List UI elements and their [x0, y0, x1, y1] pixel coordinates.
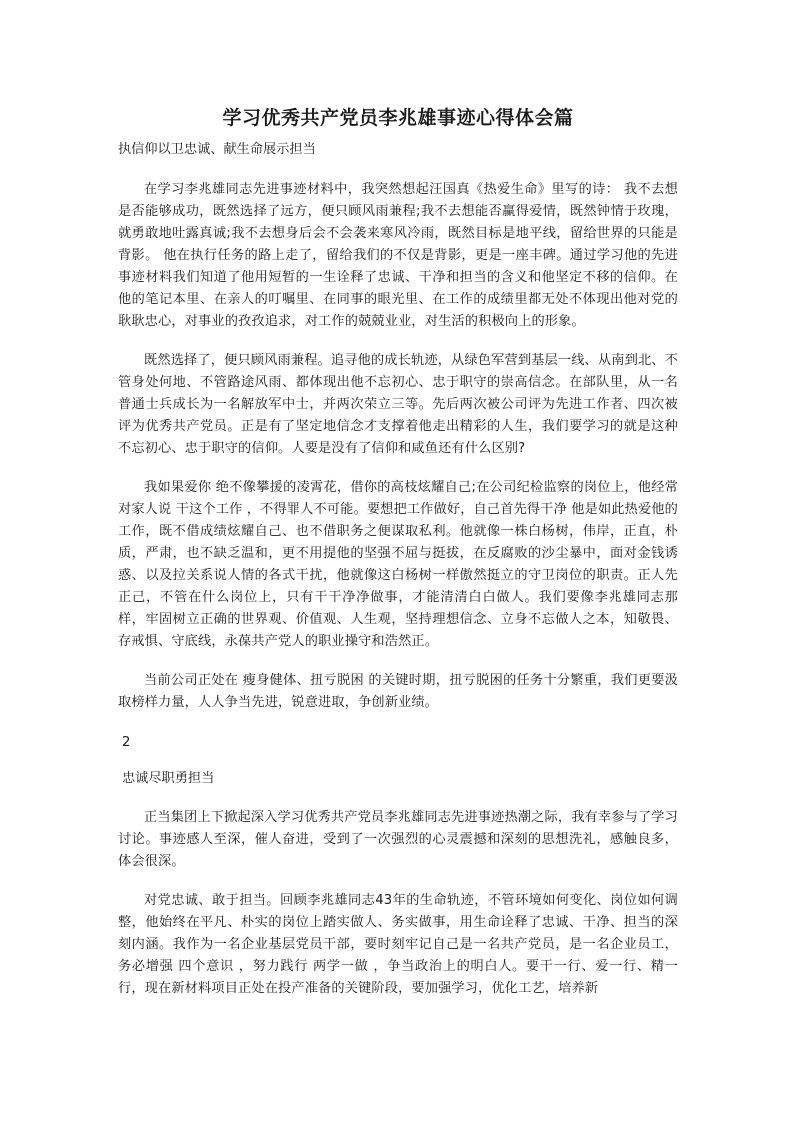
section1-paragraph-1: 在学习李兆雄同志先进事迹材料中，我突然想起汪国真《热爱生命》里写的诗： 我不去想是否能够成功，既然选择了远方，便只顾风雨兼程;我不去想能否赢得爱情，既然钟情于玫瑰，就勇敢地吐露真诚;我不去想身后会不会袭来寒风冷雨，既然目标是地平线，留给世界的只能是背影。 他在执行任务的路上走了，留给我们的不仅是背影，更是一座丰碑。通过学习他的先进事迹材料我们知道了他用短暂的一生诠释了忠诚、干净和担当的含义和他坚定不移的信仰。在他的笔记本里、在亲人的叮嘱里、在同事的眼光里、在工作的成绩里都无处不体现出他对党的耿耿忠心，对事业的孜孜追求，对工作的兢兢业业，对生活的积极向上的形象。: [118, 182, 678, 329]
section2-heading: 忠诚尽职勇担当: [122, 771, 215, 786]
document-title: 学习优秀共产党员李兆雄事迹心得体会篇: [222, 107, 574, 129]
section2-paragraph-1: 正当集团上下掀起深入学习优秀共产党员李兆雄同志先进事迹热潮之际，我有幸参与了学习讨论。事迹感人至深，催人奋进，受到了一次强烈的心灵震撼和深刻的思想洗礼，感触良多，体会很深。: [118, 810, 678, 869]
section-number: 2: [122, 735, 131, 750]
section2-paragraph-2: 对党忠诚、敢于担当。回顾李兆雄同志43年的生命轨迹，不管环境如何变化、岗位如何调整，他始终在平凡、朴实的岗位上踏实做人、务实做事，用生命诠释了忠诚、干净、担当的深刻内涵。我作为一名企业基层党员干部，要时刻牢记自己是一名共产党员，是一名企业员工，务必增强 四个意识 ，努力践行 两学一做 ，争当政治上的明白人。要干一行、爱一行、精一行，现在新材料项目正处在投产准备的关键阶段，要加强学习，优化工艺，培养新: [118, 893, 678, 996]
section1-paragraph-3: 我如果爱你 绝不像攀援的凌霄花，借你的高枝炫耀自己;在公司纪检监察的岗位上，他经常对家人说 干这个工作 ，不得罪人不可能。要想把工作做好，自己首先得干净 他是如此热爱他的工作，既不借成绩炫耀自己、也不借职务之便谋取私利。他就像一株白杨树，伟岸，正直，朴质，严肃，也不缺乏温和，更不用提他的坚强不屈与挺拔，在反腐败的沙尘暴中，面对金钱诱惑、以及拉关系说人情的各式干扰，他就像这白杨树一样傲然挺立的守卫岗位的职责。正人先正己，不管在什么岗位上，只有干干净净做事，才能清清白白做人。我们要像李兆雄同志那样，牢固树立正确的世界观、价值观、人生观，坚持理想信念、立身不忘做人之本，知敬畏、存戒惧、守底线，永葆共产党人的职业操守和浩然正。: [118, 480, 678, 649]
section1-paragraph-2: 既然选择了，便只顾风雨兼程。追寻他的成长轨迹，从绿色军营到基层一线、从南到北、不管身处何地、不管路途风雨、都体现出他不忘初心、忠于职守的崇高信念。在部队里，从一名普通士兵成长为一名解放军中士，并两次荣立三等。先后两次被公司评为先进工作者、四次被评为优秀共产党员。正是有了坚定地信念才支撑着他走出精彩的人生，我们要学习的就是这种不忘初心、忠于职守的信仰。人要是没有了信仰和咸鱼还有什么区别?: [118, 353, 678, 456]
section1-paragraph-4: 当前公司正处在 瘦身健体、扭亏脱困 的关键时期，扭亏脱困的任务十分繁重，我们更要汲取榜样力量，人人争当先进，锐意进取，争创新业绩。: [118, 673, 678, 710]
section1-heading: 执信仰以卫忠诚、献生命展示担当: [118, 142, 316, 157]
